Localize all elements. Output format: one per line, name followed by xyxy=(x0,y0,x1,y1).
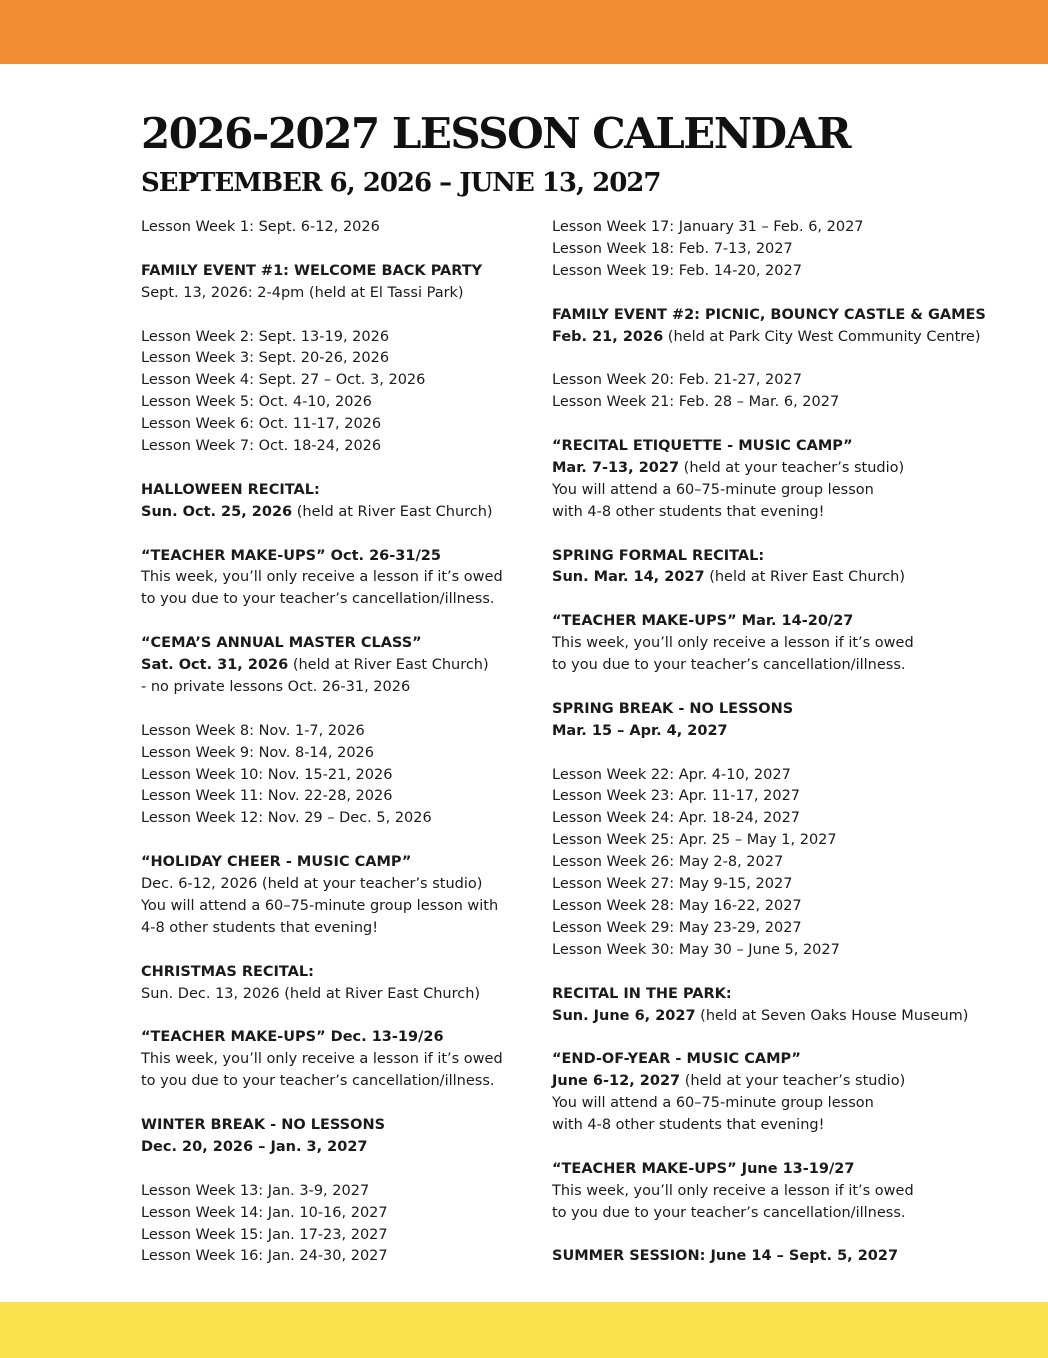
calendar-line xyxy=(552,261,1032,283)
calendar-line xyxy=(141,984,536,1006)
calendar-entry xyxy=(141,480,536,524)
calendar-line-text: to you due to your teacher’s cancellation/illness. xyxy=(552,657,906,674)
calendar-line-text: You will attend a 60–75-minute group lesson xyxy=(552,481,874,498)
calendar-line-bold: Feb. 21, 2026 xyxy=(552,328,664,345)
calendar-line-bold: SUMMER SESSION: June 14 – Sept. 5, 2027 xyxy=(552,1248,899,1265)
calendar-line xyxy=(141,348,536,370)
calendar-entry xyxy=(552,436,1032,524)
calendar-line-bold: “HOLIDAY CHEER - MUSIC CAMP” xyxy=(141,854,412,871)
calendar-line xyxy=(141,1203,536,1225)
calendar-line-bold: “TEACHER MAKE-UPS” Oct. 26-31/25 xyxy=(141,547,441,564)
page-subtitle: SEPTEMBER 6, 2026 – JUNE 13, 2027 xyxy=(141,168,661,198)
calendar-entry xyxy=(552,984,1032,1028)
calendar-line-text: Lesson Week 24: Apr. 18-24, 2027 xyxy=(552,810,801,827)
calendar-line xyxy=(552,1093,1032,1115)
calendar-line xyxy=(552,305,1032,327)
calendar-line-bold: “TEACHER MAKE-UPS” Mar. 14-20/27 xyxy=(552,613,854,630)
calendar-line xyxy=(552,1181,1032,1203)
calendar-line-text: Lesson Week 4: Sept. 27 – Oct. 3, 2026 xyxy=(141,372,426,389)
calendar-line xyxy=(141,633,536,655)
calendar-line-text: Lesson Week 9: Nov. 8-14, 2026 xyxy=(141,744,374,761)
calendar-line-text: Sept. 13, 2026: 2-4pm (held at El Tassi Park) xyxy=(141,284,464,301)
calendar-line xyxy=(552,808,1032,830)
calendar-line-text: - no private lessons Oct. 26-31, 2026 xyxy=(141,678,411,695)
calendar-line xyxy=(552,699,1032,721)
calendar-entry xyxy=(141,327,536,458)
calendar-entry xyxy=(141,261,536,305)
calendar-line xyxy=(552,786,1032,808)
calendar-line-text: Lesson Week 8: Nov. 1-7, 2026 xyxy=(141,722,365,739)
calendar-line-text: Lesson Week 20: Feb. 21-27, 2027 xyxy=(552,372,802,389)
calendar-line xyxy=(141,721,536,743)
calendar-line-text: to you due to your teacher’s cancellation/illness. xyxy=(552,1204,906,1221)
calendar-line xyxy=(552,239,1032,261)
calendar-line xyxy=(552,633,1032,655)
calendar-entry xyxy=(141,1027,536,1093)
calendar-line-bold: HALLOWEEN RECITAL: xyxy=(141,481,320,498)
calendar-line-text: Lesson Week 29: May 23-29, 2027 xyxy=(552,919,802,936)
calendar-entry xyxy=(141,217,536,239)
calendar-line-bold: Mar. 15 – Apr. 4, 2027 xyxy=(552,722,728,739)
calendar-entry xyxy=(141,546,536,612)
calendar-line-bold: “TEACHER MAKE-UPS” Dec. 13-19/26 xyxy=(141,1029,444,1046)
calendar-line-text: This week, you’ll only receive a lesson if it’s owed xyxy=(141,1051,503,1068)
calendar-line xyxy=(141,283,536,305)
calendar-line-text: (held at River East Church) xyxy=(292,503,493,520)
calendar-line-bold: Sun. Oct. 25, 2026 xyxy=(141,503,293,520)
calendar-entry xyxy=(552,1159,1032,1225)
calendar-line-text: Lesson Week 3: Sept. 20-26, 2026 xyxy=(141,350,390,367)
calendar-entry xyxy=(552,370,1032,414)
calendar-line-text: Lesson Week 25: Apr. 25 – May 1, 2027 xyxy=(552,832,837,849)
calendar-line xyxy=(141,1181,536,1203)
calendar-line-bold: “END-OF-YEAR - MUSIC CAMP” xyxy=(552,1051,801,1068)
calendar-line-text: (held at Seven Oaks House Museum) xyxy=(695,1007,969,1024)
calendar-entry xyxy=(552,217,1032,283)
calendar-line-bold: WINTER BREAK - NO LESSONS xyxy=(141,1117,386,1133)
calendar-line xyxy=(141,480,536,502)
calendar-line-text: with 4-8 other students that evening! xyxy=(552,503,825,520)
calendar-entry xyxy=(141,962,536,1006)
calendar-line xyxy=(141,1246,536,1268)
calendar-line xyxy=(141,874,536,896)
calendar-line xyxy=(552,327,1032,349)
calendar-line xyxy=(552,1071,1032,1093)
calendar-line xyxy=(552,940,1032,962)
calendar-line xyxy=(141,962,536,984)
calendar-line xyxy=(141,502,536,524)
calendar-line-text: (held at your teacher’s studio) xyxy=(679,459,905,476)
calendar-line-text: This week, you’ll only receive a lesson if it’s owed xyxy=(552,635,914,652)
left-calendar-column xyxy=(141,217,536,1290)
calendar-line xyxy=(552,392,1032,414)
calendar-line xyxy=(141,1115,536,1137)
calendar-line-text: with 4-8 other students that evening! xyxy=(552,1117,825,1134)
calendar-line xyxy=(552,896,1032,918)
calendar-line xyxy=(141,1225,536,1247)
calendar-line xyxy=(141,918,536,940)
calendar-line-text: This week, you’ll only receive a lesson if it’s owed xyxy=(552,1182,914,1199)
calendar-line-bold: Mar. 7-13, 2027 xyxy=(552,459,680,476)
calendar-line xyxy=(141,852,536,874)
calendar-line xyxy=(552,721,1032,743)
calendar-line xyxy=(552,458,1032,480)
calendar-line xyxy=(552,655,1032,677)
calendar-line-bold: Sat. Oct. 31, 2026 xyxy=(141,657,289,674)
calendar-line xyxy=(552,852,1032,874)
calendar-line-text: (held at River East Church) xyxy=(704,569,906,586)
calendar-line xyxy=(552,984,1032,1006)
top-orange-band xyxy=(0,0,1048,64)
calendar-line-text: Lesson Week 12: Nov. 29 – Dec. 5, 2026 xyxy=(141,810,432,827)
calendar-line-text: Lesson Week 18: Feb. 7-13, 2027 xyxy=(552,240,793,257)
calendar-line-bold: RECITAL IN THE PARK: xyxy=(552,985,732,1002)
calendar-line-text: Lesson Week 7: Oct. 18-24, 2026 xyxy=(141,438,382,455)
calendar-line-text: to you due to your teacher’s cancellation/illness. xyxy=(141,591,495,608)
calendar-line xyxy=(141,786,536,808)
calendar-line-text: Lesson Week 15: Jan. 17-23, 2027 xyxy=(141,1226,388,1243)
calendar-line xyxy=(552,1115,1032,1137)
calendar-line xyxy=(141,1027,536,1049)
calendar-line xyxy=(552,1203,1032,1225)
calendar-line-text: Dec. 6-12, 2026 (held at your teacher’s studio) xyxy=(141,876,483,893)
calendar-line-text: Lesson Week 22: Apr. 4-10, 2027 xyxy=(552,766,791,783)
calendar-line xyxy=(552,370,1032,392)
calendar-line-text: Lesson Week 1: Sept. 6-12, 2026 xyxy=(141,219,380,235)
calendar-line-text: Lesson Week 27: May 9-15, 2027 xyxy=(552,876,793,893)
calendar-line xyxy=(552,546,1032,568)
calendar-entry xyxy=(141,1181,536,1269)
calendar-entry xyxy=(552,1246,1032,1268)
calendar-line xyxy=(552,874,1032,896)
calendar-line-text: Sun. Dec. 13, 2026 (held at River East Church) xyxy=(141,985,481,1002)
calendar-entry xyxy=(552,611,1032,677)
calendar-line-bold: “TEACHER MAKE-UPS” June 13-19/27 xyxy=(552,1160,855,1177)
calendar-line xyxy=(141,1137,536,1159)
calendar-line-text: Lesson Week 14: Jan. 10-16, 2027 xyxy=(141,1204,388,1221)
calendar-line xyxy=(141,414,536,436)
calendar-line-bold: June 6-12, 2027 xyxy=(552,1073,681,1090)
calendar-line xyxy=(552,1049,1032,1071)
calendar-line xyxy=(552,1159,1032,1181)
calendar-line xyxy=(141,589,536,611)
calendar-line xyxy=(141,765,536,787)
calendar-line xyxy=(552,502,1032,524)
calendar-line-text: 4-8 other students that evening! xyxy=(141,919,379,936)
calendar-entry xyxy=(141,721,536,831)
bottom-yellow-band xyxy=(0,1302,1048,1358)
calendar-line-bold: “RECITAL ETIQUETTE - MUSIC CAMP” xyxy=(552,438,853,455)
calendar-line xyxy=(552,830,1032,852)
calendar-entry xyxy=(552,699,1032,743)
calendar-line xyxy=(141,327,536,349)
calendar-line xyxy=(552,567,1032,589)
calendar-line xyxy=(141,1049,536,1071)
calendar-line xyxy=(141,743,536,765)
calendar-line xyxy=(141,261,536,283)
calendar-line-text: You will attend a 60–75-minute group lesson with xyxy=(141,897,499,914)
calendar-entry xyxy=(552,1049,1032,1137)
calendar-line-text: Lesson Week 6: Oct. 11-17, 2026 xyxy=(141,416,382,433)
calendar-line-text: (held at your teacher’s studio) xyxy=(680,1073,906,1090)
calendar-line xyxy=(141,896,536,918)
calendar-line xyxy=(141,567,536,589)
calendar-line xyxy=(141,436,536,458)
calendar-line xyxy=(552,1246,1032,1268)
calendar-line xyxy=(552,1006,1032,1028)
calendar-line-text: Lesson Week 16: Jan. 24-30, 2027 xyxy=(141,1248,388,1265)
calendar-line xyxy=(141,677,536,699)
calendar-line-text: Lesson Week 11: Nov. 22-28, 2026 xyxy=(141,788,393,805)
calendar-line xyxy=(552,436,1032,458)
calendar-line xyxy=(552,611,1032,633)
calendar-line-bold: CHRISTMAS RECITAL: xyxy=(141,963,314,980)
calendar-line-text: This week, you’ll only receive a lesson if it’s owed xyxy=(141,569,503,586)
calendar-line xyxy=(141,217,536,239)
calendar-line-text: Lesson Week 23: Apr. 11-17, 2027 xyxy=(552,788,801,805)
calendar-entry xyxy=(552,546,1032,590)
calendar-line-text: (held at Park City West Community Centre) xyxy=(663,328,981,345)
calendar-entry xyxy=(141,852,536,940)
calendar-line-text: Lesson Week 10: Nov. 15-21, 2026 xyxy=(141,766,393,783)
calendar-line xyxy=(552,217,1032,239)
calendar-line-bold: FAMILY EVENT #1: WELCOME BACK PARTY xyxy=(141,262,483,279)
page-title: 2026-2027 LESSON CALENDAR xyxy=(141,109,851,158)
calendar-line-text: Lesson Week 21: Feb. 28 – Mar. 6, 2027 xyxy=(552,394,840,411)
calendar-line xyxy=(552,765,1032,787)
calendar-line-text: Lesson Week 30: May 30 – June 5, 2027 xyxy=(552,941,840,958)
calendar-entry xyxy=(552,305,1032,349)
calendar-line-text: Lesson Week 13: Jan. 3-9, 2027 xyxy=(141,1182,370,1199)
calendar-line-bold: SPRING FORMAL RECITAL: xyxy=(552,547,765,564)
calendar-line-text: Lesson Week 17: January 31 – Feb. 6, 2027 xyxy=(552,219,864,235)
calendar-line-bold: “CEMA’S ANNUAL MASTER CLASS” xyxy=(141,635,422,652)
calendar-line-bold: SPRING BREAK - NO LESSONS xyxy=(552,700,794,717)
calendar-entry xyxy=(552,765,1032,962)
calendar-line-text: Lesson Week 28: May 16-22, 2027 xyxy=(552,897,802,914)
calendar-line-bold: Sun. June 6, 2027 xyxy=(552,1007,696,1024)
calendar-line-text: Lesson Week 5: Oct. 4-10, 2026 xyxy=(141,394,372,411)
calendar-line-text: Lesson Week 19: Feb. 14-20, 2027 xyxy=(552,262,802,279)
calendar-line xyxy=(552,918,1032,940)
calendar-line xyxy=(141,808,536,830)
calendar-line-text: Lesson Week 26: May 2-8, 2027 xyxy=(552,854,784,871)
calendar-line xyxy=(141,370,536,392)
calendar-line-text: You will attend a 60–75-minute group lesson xyxy=(552,1095,874,1112)
calendar-line xyxy=(552,480,1032,502)
calendar-line-bold: Sun. Mar. 14, 2027 xyxy=(552,569,705,586)
calendar-entry xyxy=(141,633,536,699)
calendar-line-bold: Dec. 20, 2026 – Jan. 3, 2027 xyxy=(141,1138,368,1155)
calendar-line xyxy=(141,392,536,414)
calendar-line xyxy=(141,1071,536,1093)
calendar-line-text: Lesson Week 2: Sept. 13-19, 2026 xyxy=(141,328,390,345)
calendar-line xyxy=(141,546,536,568)
calendar-line-text: (held at River East Church) xyxy=(288,657,489,674)
calendar-line xyxy=(141,655,536,677)
calendar-line-bold: FAMILY EVENT #2: PICNIC, BOUNCY CASTLE & GAMES xyxy=(552,306,986,323)
calendar-entry xyxy=(141,1115,536,1159)
calendar-line-text: to you due to your teacher’s cancellation/illness. xyxy=(141,1073,495,1090)
right-calendar-column xyxy=(552,217,1032,1290)
